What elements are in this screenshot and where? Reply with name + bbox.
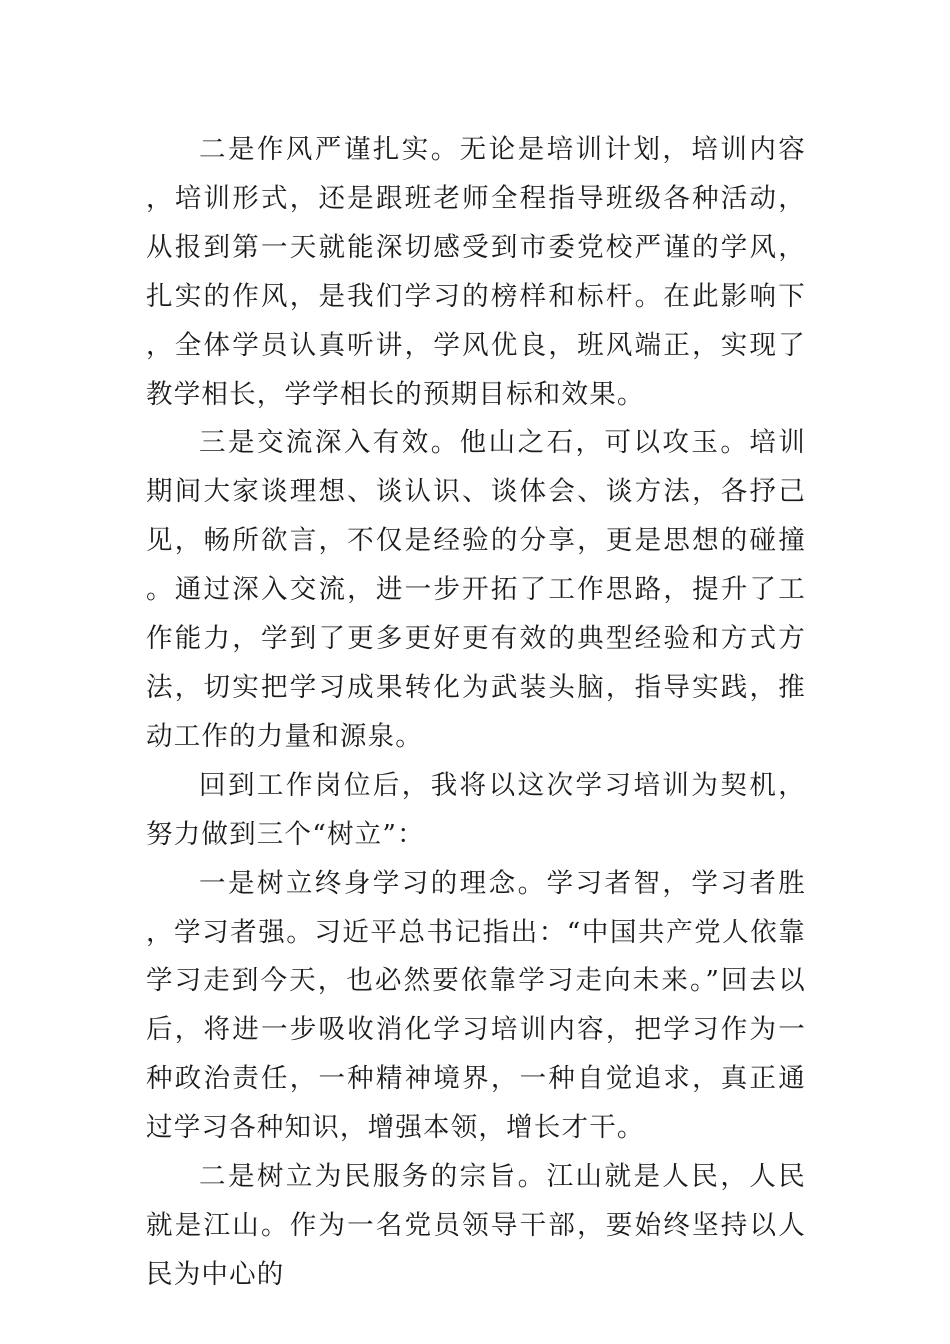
paragraph-return-to-work: 回到工作岗位后，我将以这次学习培训为契机，努力做到三个“树立”： (146, 769, 806, 850)
paragraph-work-style: 二是作风严谨扎实。无论是培训计划，培训内容，培训形式，还是跟班老师全程指导班级各种活动，从报到第一天就能深切感受到市委党校严谨的学风，扎实的作风，是我们学习的榜样和标杆。在此影响下，全体学员认真听讲，学风优良，班风端正，实现了教学相长，学学相长的预期目标和效果。 (146, 134, 806, 410)
document-body (146, 126, 806, 1300)
paragraph-serve-people: 二是树立为民服务的宗旨。江山就是人民，人民就是江山。作为一名党员领导干部，要始终坚持以人民为中心的 (146, 1161, 806, 1290)
paragraph-exchange: 三是交流深入有效。他山之石，可以攻玉。培训期间大家谈理想、谈认识、谈体会、谈方法，各抒己见，畅所欲言，不仅是经验的分享，更是思想的碰撞。通过深入交流，进一步开拓了工作思路，提升了工作能力，学到了更多更好更有效的典型经验和方式方法，切实把学习成果转化为武装头脑，指导实践，推动工作的力量和源泉。 (146, 427, 806, 752)
paragraph-lifelong-learning: 一是树立终身学习的理念。学习者智，学习者胜，学习者强。习近平总书记指出：“中国共产党人依靠学习走到今天，也必然要依靠学习走向未来。”回去以后，将进一步吸收消化学习培训内容，把学习作为一种政治责任，一种精神境界，一种自觉追求，真正通过学习各种知识，增强本领，增长才干。 (146, 867, 806, 1144)
